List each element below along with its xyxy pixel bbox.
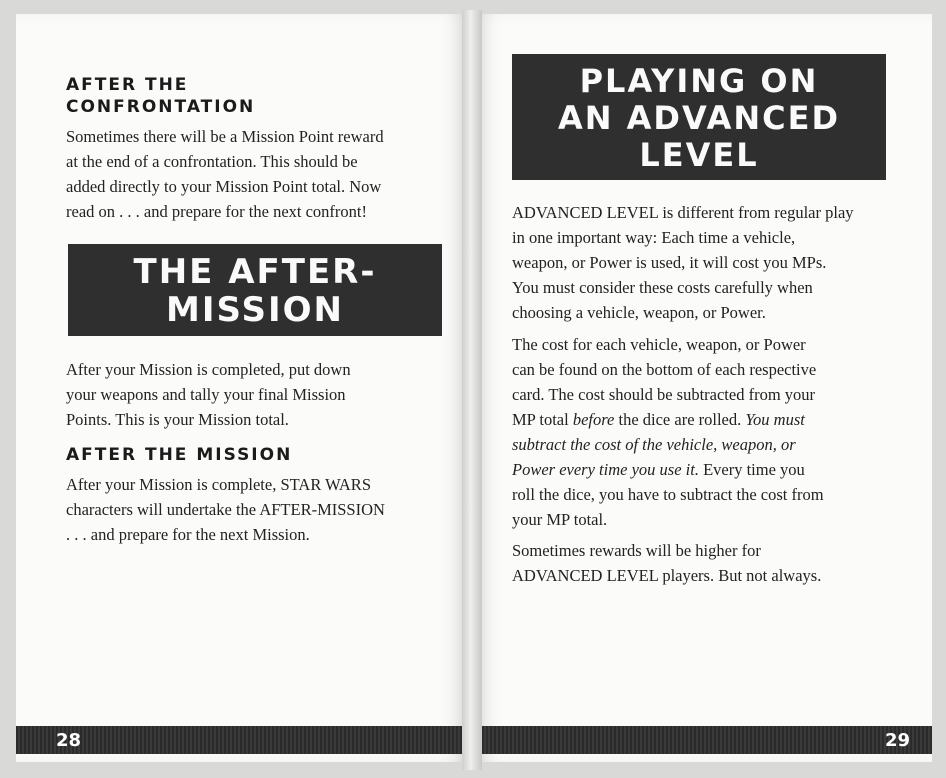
page-footer-bar [474, 726, 932, 754]
after-confrontation-section [66, 74, 456, 224]
page-number: 28 [56, 730, 82, 751]
italic-run: before [572, 410, 615, 429]
banner-line1: THE AFTER- [133, 252, 377, 292]
body-line: card. The cost should be subtracted from your [512, 385, 816, 404]
body-line-italic [512, 432, 922, 457]
text-run: the dice are rolled. [614, 410, 746, 429]
body-line: at the end of a confrontation. This should be [66, 152, 358, 171]
after-confrontation-heading-line2: CONFRONTATION [66, 97, 256, 117]
body-line: characters will undertake the AFTER-MISSION [66, 500, 385, 519]
text-run: Every time you [698, 460, 805, 479]
body-line: Points. This is your Mission total. [66, 410, 289, 429]
text-run: MP total [512, 410, 573, 429]
banner-line3: LEVEL [639, 136, 759, 174]
body-line: roll the dice, you have to subtract the cost from [512, 485, 824, 504]
after-confrontation-heading-line1: AFTER THE [66, 75, 189, 95]
banner-line1: PLAYING ON [579, 62, 819, 100]
body-line: in one important way: Each time a vehicle, [512, 228, 796, 247]
right-page [474, 14, 932, 762]
after-the-mission-section [66, 444, 456, 547]
page-number: 29 [884, 730, 910, 751]
book-gutter [462, 10, 482, 770]
body-line: ADVANCED LEVEL is different from regular play [512, 203, 854, 222]
page-footer-bar [16, 726, 468, 754]
body-line: your MP total. [512, 510, 608, 529]
body-line: your weapons and tally your final Mission [66, 385, 346, 404]
body-line: ADVANCED LEVEL players. But not always. [512, 566, 822, 585]
body-line: You must consider these costs carefully when [512, 278, 813, 297]
after-mission-banner [68, 244, 442, 336]
cost-paragraph [512, 332, 922, 532]
body-line: can be found on the bottom of each respective [512, 360, 817, 379]
body-line: weapon, or Power is used, it will cost you MPs. [512, 253, 827, 272]
body-line: The cost for each vehicle, weapon, or Power [512, 335, 806, 354]
mission-total-section [66, 357, 456, 432]
italic-run: Power every time you use it. [512, 460, 699, 479]
advanced-level-banner [512, 54, 886, 180]
after-the-mission-heading: AFTER THE MISSION [66, 445, 293, 465]
left-page [16, 14, 468, 762]
body-line: choosing a vehicle, weapon, or Power. [512, 303, 766, 322]
body-line: After your Mission is complete, STAR WARS [66, 475, 371, 494]
rewards-paragraph [512, 538, 922, 588]
banner-line2: AN ADVANCED [557, 99, 841, 137]
body-line [512, 457, 922, 482]
body-line: added directly to your Mission Point total. Now [66, 177, 382, 196]
body-line [512, 407, 922, 432]
advanced-level-intro [512, 200, 922, 325]
body-line: Sometimes rewards will be higher for [512, 541, 761, 560]
banner-line2: MISSION [166, 290, 344, 330]
body-line: Sometimes there will be a Mission Point reward [66, 127, 384, 146]
body-line: After your Mission is completed, put down [66, 360, 351, 379]
body-line: read on . . . and prepare for the next confront! [66, 202, 367, 221]
italic-run: subtract the cost of the vehicle, weapon, or [512, 435, 796, 454]
body-line: . . . and prepare for the next Mission. [66, 525, 310, 544]
italic-run: You must [745, 410, 805, 429]
